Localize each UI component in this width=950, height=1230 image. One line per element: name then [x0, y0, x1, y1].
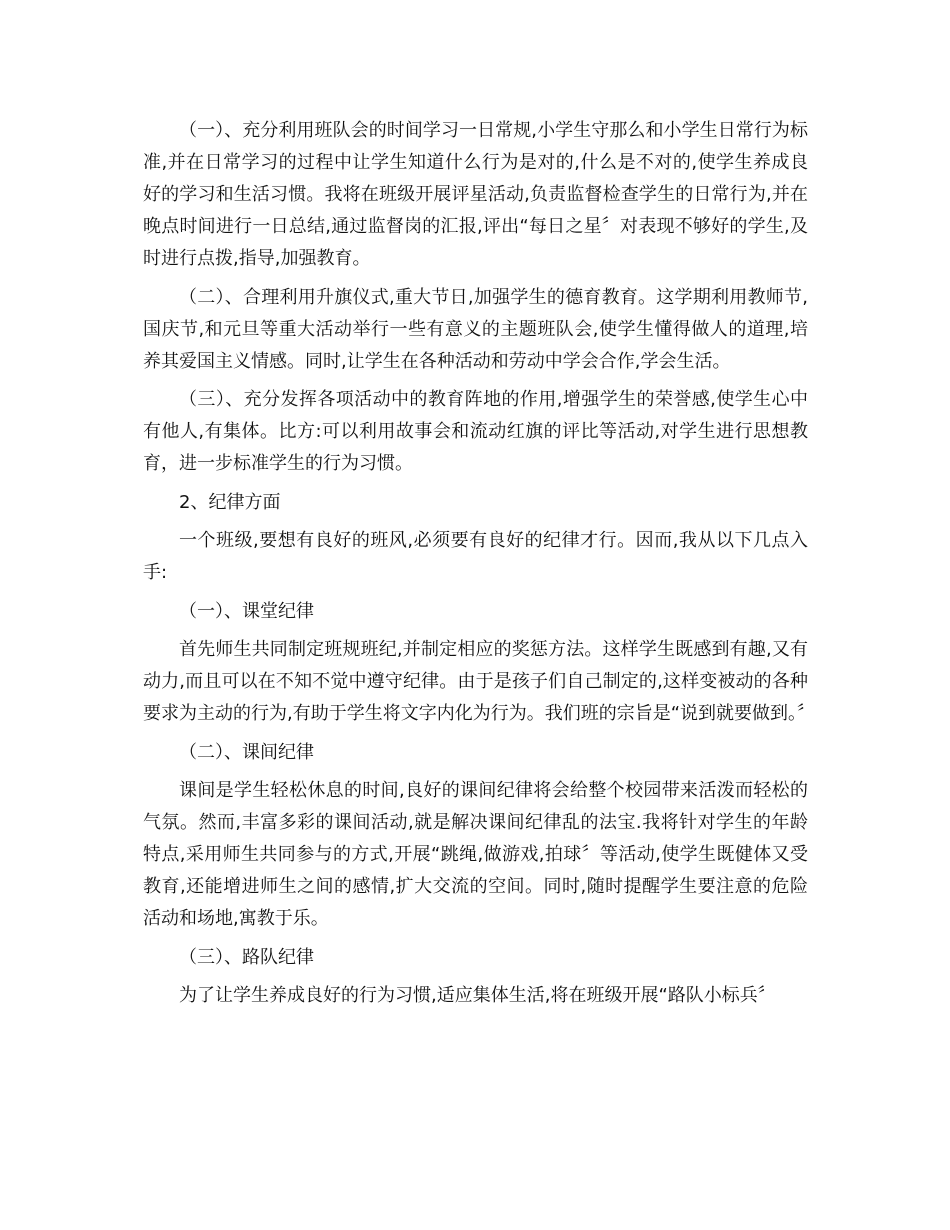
- document-body: [143, 115, 816, 1019]
- paragraph-moral-3: （三）、充分发挥各项活动中的教育阵地的作用,增强学生的荣誉感,使学生心中有他人,有集体。比方:可以利用故事会和流动红旗的评比等活动,对学生进行思想教育，进一步标准学生的行为习惯。: [143, 389, 808, 474]
- paragraph-discipline-intro: 一个班级,要想有良好的班风,必须要有良好的纪律才行。因而,我从以下几点入手:: [143, 530, 808, 583]
- subheading-break-discipline: （二）、课间纪律: [179, 741, 314, 763]
- paragraph-moral-2: （二）、合理利用升旗仪式,重大节日,加强学生的德育教育。这学期利用教师节,国庆节,和元旦等重大活动举行一些有意义的主题班队会,使学生懂得做人的道理,培养其爱国主义情感。同时,让学生在各种活动和劳动中学会合作,学会生活。: [143, 286, 808, 372]
- section-heading-discipline: 2、纪律方面: [179, 491, 281, 513]
- paragraph-classroom-discipline: 首先师生共同制定班规班纪,并制定相应的奖惩方法。这样学生既感到有趣,又有动力,而且可以在不知不觉中遵守纪律。由于是孩子们自己制定的,这样变被动的各种要求为主动的行为,有助于学生将文字内化为行为。我们班的宗旨是“说到就要做到。〞: [143, 639, 816, 724]
- paragraph-break-discipline: 课间是学生轻松休息的时间,良好的课间纪律将会给整个校园带来活泼而轻松的气氛。然而,丰富多彩的课间活动,就是解决课间纪律乱的法宝.我将针对学生的年龄特点,采用师生共同参与的方式,开展“跳绳,做游戏,拍球〞等活动,使学生既健体又受教育,还能增进师生之间的感情,扩大交流的空间。同时,随时提醒学生要注意的危险活动和场地,寓教于乐。: [143, 780, 808, 929]
- subheading-queue-discipline: （三）、路队纪律: [179, 946, 314, 968]
- subheading-classroom-discipline: （一）、课堂纪律: [179, 600, 314, 622]
- paragraph-queue-discipline: 为了让学生养成良好的行为习惯,适应集体生活,将在班级开展“路队小标兵〞: [179, 985, 776, 1006]
- paragraph-moral-1: （一）、充分利用班队会的时间学习一日常规,小学生守那么和小学生日常行为标准,并在日常学习的过程中让学生知道什么行为是对的,什么是不对的,使学生养成良好的学习和生活习惯。我将在班级开展评星活动,负责监督检查学生的日常行为,并在晚点时间进行一日总结,通过监督岗的汇报,评出“每日之星〞对表现不够好的学生,及时进行点拨,指导,加强教育。: [143, 120, 808, 269]
